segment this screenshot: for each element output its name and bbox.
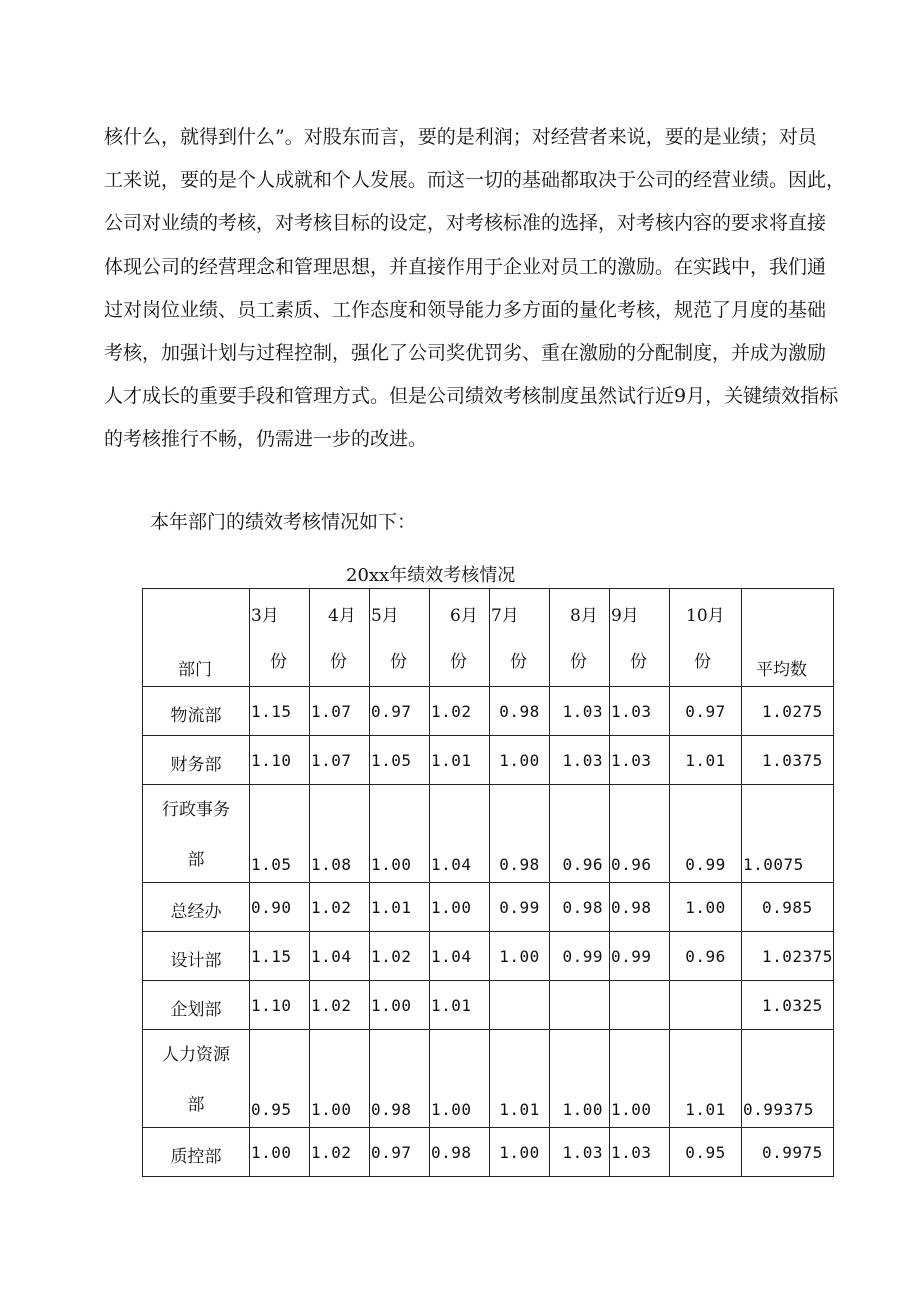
value-cell xyxy=(310,932,370,981)
avg-cell xyxy=(742,736,834,785)
month-value: 0.97 xyxy=(685,702,726,721)
month-value: 1.05 xyxy=(251,855,292,874)
paragraph-line: 的考核推行不畅，仍需进一步的改进。 xyxy=(104,428,428,451)
value-cell xyxy=(250,883,310,932)
avg-value: 1.02375 xyxy=(762,947,833,966)
value-cell xyxy=(250,736,310,785)
value-cell xyxy=(610,736,670,785)
month-value: 0.98 xyxy=(499,855,540,874)
avg-cell xyxy=(742,1030,834,1128)
value-cell xyxy=(670,932,742,981)
month-value: 1.00 xyxy=(431,1100,472,1119)
value-cell xyxy=(310,736,370,785)
avg-value: 1.0325 xyxy=(762,996,823,1015)
month-value: 1.00 xyxy=(251,1143,292,1162)
header-month-suffix: 份 xyxy=(630,652,647,672)
header-month-label: 7月 xyxy=(491,606,519,626)
month-value: 1.00 xyxy=(371,855,412,874)
dept-cell xyxy=(143,883,250,932)
month-value: 0.99 xyxy=(685,855,726,874)
paragraph-line: 人才成长的重要手段和管理方式。但是公司绩效考核制度虽然试行近9月，关键绩效指标 xyxy=(104,385,839,408)
avg-cell xyxy=(742,981,834,1030)
header-avg-label: 平均数 xyxy=(756,660,807,680)
value-cell xyxy=(670,687,742,736)
month-value: 1.02 xyxy=(311,996,352,1015)
value-cell xyxy=(430,883,490,932)
avg-cell xyxy=(742,1128,834,1177)
dept-name: 部 xyxy=(187,850,205,870)
month-value: 0.98 xyxy=(499,702,540,721)
month-value: 0.99 xyxy=(611,947,652,966)
value-cell xyxy=(310,1030,370,1128)
dept-name: 人力资源 xyxy=(162,1045,230,1065)
month-value: 0.95 xyxy=(251,1100,292,1119)
value-cell xyxy=(430,981,490,1030)
month-value: 1.04 xyxy=(431,855,472,874)
value-cell xyxy=(610,785,670,883)
month-value: 1.01 xyxy=(685,751,726,770)
dept-cell xyxy=(143,785,250,883)
value-cell xyxy=(430,1030,490,1128)
value-cell xyxy=(670,785,742,883)
value-cell xyxy=(610,981,670,1030)
value-cell xyxy=(610,1128,670,1177)
value-cell xyxy=(490,785,550,883)
paragraph-line: 考核，加强计划与过程控制，强化了公司奖优罚劣、重在激励的分配制度，并成为激励 xyxy=(104,341,827,364)
header-month-suffix: 份 xyxy=(270,652,287,672)
value-cell xyxy=(670,1128,742,1177)
month-value: 0.95 xyxy=(685,1143,726,1162)
header-month-cell xyxy=(670,589,742,687)
dept-name: 总经办 xyxy=(170,902,222,922)
value-cell xyxy=(550,981,610,1030)
month-value: 1.15 xyxy=(251,702,292,721)
value-cell xyxy=(550,687,610,736)
month-value: 1.03 xyxy=(562,1143,603,1162)
header-dept-cell xyxy=(143,589,250,687)
value-cell xyxy=(550,883,610,932)
month-value: 1.01 xyxy=(499,1100,540,1119)
dept-cell xyxy=(143,1128,250,1177)
dept-name: 物流部 xyxy=(170,706,222,726)
value-cell xyxy=(550,736,610,785)
month-value: 0.97 xyxy=(371,1143,412,1162)
header-month-label: 9月 xyxy=(611,606,639,626)
month-value: 1.10 xyxy=(251,996,292,1015)
month-value: 0.97 xyxy=(371,702,412,721)
avg-cell xyxy=(742,687,834,736)
value-cell xyxy=(250,932,310,981)
header-month-cell xyxy=(250,589,310,687)
month-value: 1.00 xyxy=(499,947,540,966)
value-cell xyxy=(310,687,370,736)
month-value: 1.08 xyxy=(311,855,352,874)
body-paragraph xyxy=(104,116,894,462)
dept-name: 设计部 xyxy=(170,951,222,971)
paragraph-line: 过对岗位业绩、员工素质、工作态度和领导能力多方面的量化考核，规范了月度的基础 xyxy=(104,298,827,321)
value-cell xyxy=(370,1030,430,1128)
value-cell xyxy=(250,785,310,883)
value-cell xyxy=(430,932,490,981)
month-value: 1.01 xyxy=(431,996,472,1015)
month-value: 0.98 xyxy=(562,898,603,917)
value-cell xyxy=(550,932,610,981)
dept-cell xyxy=(143,1030,250,1128)
table-row xyxy=(143,932,834,981)
month-value: 1.03 xyxy=(611,702,652,721)
value-cell xyxy=(550,1030,610,1128)
avg-cell xyxy=(742,785,834,883)
table-intro: 本年部门的绩效考核情况如下： xyxy=(150,511,417,533)
value-cell xyxy=(490,932,550,981)
month-value: 1.04 xyxy=(431,947,472,966)
month-value: 1.00 xyxy=(685,898,726,917)
value-cell xyxy=(430,785,490,883)
value-cell xyxy=(250,1030,310,1128)
month-value: 1.10 xyxy=(251,751,292,770)
value-cell xyxy=(250,981,310,1030)
month-value: 1.00 xyxy=(431,898,472,917)
month-value: 1.02 xyxy=(431,702,472,721)
header-avg-cell xyxy=(742,589,834,687)
header-month-suffix: 份 xyxy=(510,652,527,672)
header-month-label: 8月 xyxy=(570,606,598,626)
dept-name: 质控部 xyxy=(170,1147,222,1167)
value-cell xyxy=(430,736,490,785)
value-cell xyxy=(310,785,370,883)
header-month-cell xyxy=(550,589,610,687)
value-cell xyxy=(430,1128,490,1177)
month-value: 1.03 xyxy=(562,751,603,770)
month-value: 0.96 xyxy=(611,855,652,874)
value-cell xyxy=(250,687,310,736)
month-value: 1.00 xyxy=(499,1143,540,1162)
avg-value: 1.0075 xyxy=(743,855,804,874)
month-value: 1.01 xyxy=(685,1100,726,1119)
month-value: 1.15 xyxy=(251,947,292,966)
dept-cell xyxy=(143,736,250,785)
paragraph-line: 核什么，就得到什么”。对股东而言，要的是利润；对经营者来说，要的是业绩；对员 xyxy=(104,126,817,148)
dept-cell xyxy=(143,932,250,981)
month-value: 1.00 xyxy=(611,1100,652,1119)
value-cell xyxy=(370,687,430,736)
header-month-label: 4月 xyxy=(328,606,356,626)
month-value: 0.96 xyxy=(685,947,726,966)
month-value: 1.00 xyxy=(371,996,412,1015)
avg-cell xyxy=(742,932,834,981)
header-month-label: 5月 xyxy=(371,606,399,626)
header-month-suffix: 份 xyxy=(570,652,587,672)
month-value: 1.01 xyxy=(431,751,472,770)
month-value: 0.99 xyxy=(499,898,540,917)
table-row xyxy=(143,687,834,736)
table-caption: 20xx年绩效考核情况 xyxy=(346,565,516,586)
month-value: 0.99 xyxy=(562,947,603,966)
dept-name: 财务部 xyxy=(170,755,222,775)
month-value: 0.98 xyxy=(431,1143,472,1162)
month-value: 1.01 xyxy=(371,898,412,917)
month-value: 0.96 xyxy=(562,855,603,874)
avg-cell xyxy=(742,883,834,932)
header-month-cell xyxy=(490,589,550,687)
paragraph-line: 体现公司的经营理念和管理思想，并直接作用于企业对员工的激励。在实践中，我们通 xyxy=(104,255,827,278)
header-dept-label: 部门 xyxy=(178,660,212,680)
month-value: 0.90 xyxy=(251,898,292,917)
performance-table xyxy=(142,588,834,1177)
header-month-cell xyxy=(370,589,430,687)
month-value: 1.07 xyxy=(311,751,352,770)
header-month-cell xyxy=(430,589,490,687)
table-row xyxy=(143,981,834,1030)
header-month-suffix: 份 xyxy=(330,652,347,672)
month-value: 1.02 xyxy=(311,1143,352,1162)
header-month-label: 10月 xyxy=(686,606,725,626)
month-value: 1.03 xyxy=(611,1143,652,1162)
value-cell xyxy=(550,785,610,883)
value-cell xyxy=(610,687,670,736)
paragraph-line: 工来说，要的是个人成就和个人发展。而这一切的基础都取决于公司的经营业绩。因此， xyxy=(104,169,846,192)
value-cell xyxy=(490,981,550,1030)
value-cell xyxy=(670,981,742,1030)
month-value: 1.00 xyxy=(311,1100,352,1119)
value-cell xyxy=(370,736,430,785)
header-month-suffix: 份 xyxy=(450,652,467,672)
value-cell xyxy=(490,1128,550,1177)
header-month-suffix: 份 xyxy=(694,652,711,672)
value-cell xyxy=(610,883,670,932)
month-value: 1.04 xyxy=(311,947,352,966)
month-value: 0.98 xyxy=(371,1100,412,1119)
value-cell xyxy=(490,687,550,736)
value-cell xyxy=(310,1128,370,1177)
header-month-label: 6月 xyxy=(450,606,478,626)
value-cell xyxy=(490,1030,550,1128)
value-cell xyxy=(430,687,490,736)
month-value: 0.98 xyxy=(611,898,652,917)
value-cell xyxy=(490,883,550,932)
header-month-label: 3月 xyxy=(251,606,279,626)
value-cell xyxy=(370,932,430,981)
value-cell xyxy=(310,981,370,1030)
month-value: 1.07 xyxy=(311,702,352,721)
value-cell xyxy=(670,736,742,785)
paragraph-line: 公司对业绩的考核，对考核目标的设定，对考核标准的选择，对考核内容的要求将直接 xyxy=(104,212,827,235)
value-cell xyxy=(370,1128,430,1177)
value-cell xyxy=(670,1030,742,1128)
month-value: 1.02 xyxy=(311,898,352,917)
table-row xyxy=(143,1030,834,1128)
avg-value: 1.0275 xyxy=(762,702,823,721)
dept-cell xyxy=(143,687,250,736)
value-cell xyxy=(370,785,430,883)
value-cell xyxy=(250,1128,310,1177)
value-cell xyxy=(610,1030,670,1128)
header-month-suffix: 份 xyxy=(390,652,407,672)
table-row xyxy=(143,736,834,785)
header-month-cell xyxy=(310,589,370,687)
table-row xyxy=(143,785,834,883)
month-value: 1.03 xyxy=(562,702,603,721)
avg-value: 0.9975 xyxy=(762,1143,823,1162)
value-cell xyxy=(370,883,430,932)
dept-name: 部 xyxy=(187,1095,205,1115)
value-cell xyxy=(610,932,670,981)
value-cell xyxy=(670,883,742,932)
table-row xyxy=(143,1128,834,1177)
avg-value: 0.985 xyxy=(762,898,813,917)
header-row xyxy=(143,589,834,687)
value-cell xyxy=(370,981,430,1030)
dept-name: 企划部 xyxy=(170,1000,222,1020)
avg-value: 0.99375 xyxy=(743,1100,814,1119)
table-row xyxy=(143,883,834,932)
dept-cell xyxy=(143,981,250,1030)
dept-name: 行政事务 xyxy=(162,800,230,820)
month-value: 1.05 xyxy=(371,751,412,770)
month-value: 1.03 xyxy=(611,751,652,770)
value-cell xyxy=(310,883,370,932)
month-value: 1.02 xyxy=(371,947,412,966)
avg-value: 1.0375 xyxy=(762,751,823,770)
value-cell xyxy=(550,1128,610,1177)
header-month-cell xyxy=(610,589,670,687)
month-value: 1.00 xyxy=(499,751,540,770)
value-cell xyxy=(490,736,550,785)
month-value: 1.00 xyxy=(562,1100,603,1119)
